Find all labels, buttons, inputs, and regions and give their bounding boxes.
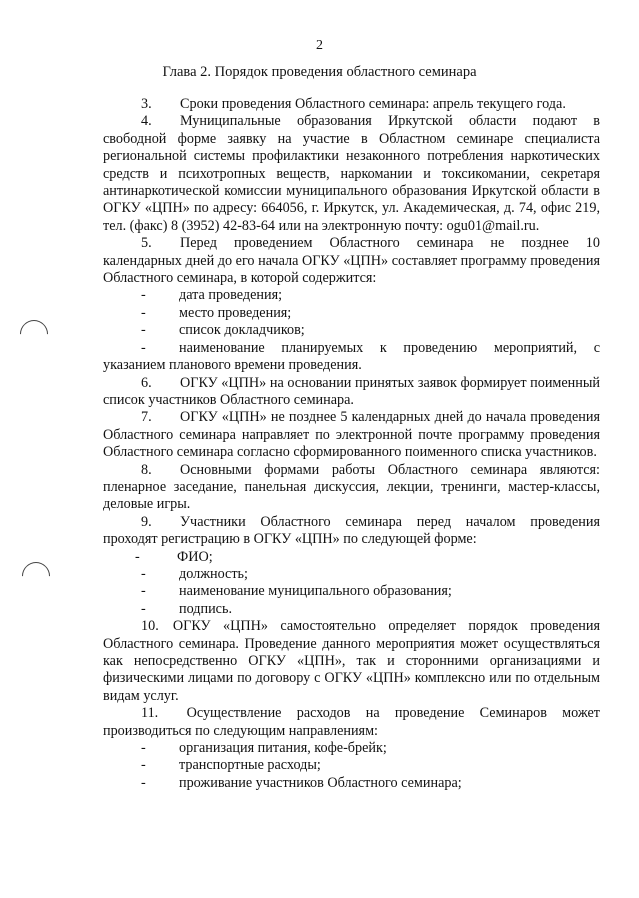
- list-item-text: организация питания, кофе-брейк;: [179, 740, 387, 757]
- list-dash: -: [141, 740, 146, 757]
- list-dash: -: [141, 304, 146, 321]
- paragraph-5: 5. Перед проведением Областного семинара не позднее 10 календарных дней до его начала ОГКУ «ЦПН» составляет программу проведения Областного семинара, в которой содержится:: [103, 235, 600, 287]
- list-item: [103, 287, 600, 304]
- paragraph-3: 3. Сроки проведения Областного семинара: апрель текущего года.: [141, 96, 566, 112]
- paragraph-6: 6. ОГКУ «ЦПН» на основании принятых заявок формирует поименный список участников Областного семинара.: [103, 374, 600, 408]
- punch-hole-mark-bottom: [16, 556, 56, 596]
- list-dash: -: [141, 322, 146, 339]
- paragraph-4: 4. Муниципальные образования Иркутской области подают в свободной форме заявку на участие в Областном семинаре специалиста региональной системы профилактики незаконного потребления наркотических средств и психотропных веществ, наркомании и токсикомании, секретаря антинаркотической комиссии муниципального образования Иркутской области в ОГКУ «ЦПН» по адресу: 664056, г. Иркутск, ул. Академическая, д. 74, офис 219, тел. (факс) 8 (3952) 42-83-64 или на электронную почту: ogu01@mail.ru.: [103, 113, 600, 234]
- chapter-title: Глава 2. Порядок проведения областного семинара: [162, 64, 477, 80]
- paragraph-8: 8. Основными формами работы Областного семинара являются: пленарное заседание, панельная дискуссия, лекции, тренинги, мастер-классы, деловые игры.: [103, 461, 600, 513]
- paragraph-10: 10. ОГКУ «ЦПН» самостоятельно определяет порядок проведения Областного семинара. Проведение данного мероприятия может осуществляться как непосредственно ОГКУ «ЦПН», так и сторонними организациями и физическими лицами по договору с ОГКУ «ЦПН» комплексно или по отдельным видам услуг.: [103, 618, 600, 704]
- list-dash: -: [135, 548, 140, 565]
- document-body: [103, 96, 600, 792]
- list-item-text: проживание участников Областного семинара;: [179, 774, 462, 791]
- paragraph-9: 9. Участники Областного семинара перед началом проведения проходят регистрацию в ОГКУ «ЦПН» по следующей форме:: [103, 513, 600, 548]
- list-item-text: место проведения;: [179, 304, 292, 321]
- list-item: [103, 305, 600, 322]
- list-dash: -: [141, 600, 146, 617]
- list-item-text: наименование муниципального образования;: [179, 583, 452, 600]
- list-dash: -: [141, 583, 146, 600]
- list-item: [103, 340, 600, 375]
- list-item-text: подпись.: [179, 600, 232, 617]
- punch-hole-mark-top: [14, 314, 54, 354]
- list-item-text: должность;: [179, 565, 248, 582]
- list-dash: -: [141, 287, 146, 304]
- list-item: [103, 583, 600, 600]
- paragraph-7: 7. ОГКУ «ЦПН» не позднее 5 календарных дней до начала проведения Областного семинара направляет по электронной почте программу проведения Областного семинара согласно сформированного поименного списка участников.: [103, 409, 600, 461]
- list-item: [103, 775, 600, 792]
- list-dash: -: [141, 339, 146, 356]
- list-item: [103, 740, 600, 757]
- page-number: 2: [316, 38, 323, 53]
- list-item-text: наименование планируемых к проведению мероприятий, с указанием планового времени проведения.: [103, 339, 600, 374]
- list-dash: -: [141, 774, 146, 791]
- list-item: [103, 601, 600, 618]
- list-item: [103, 549, 600, 566]
- list-item: [103, 322, 600, 339]
- list-dash: -: [141, 565, 146, 582]
- list-item: [103, 757, 600, 774]
- list-item: [103, 566, 600, 583]
- list-item-text: ФИО;: [177, 548, 213, 565]
- paragraph-11: 11. Осуществление расходов на проведение Семинаров может производиться по следующим направлениям:: [103, 705, 600, 739]
- list-dash: -: [141, 757, 146, 774]
- list-item-text: дата проведения;: [179, 287, 283, 304]
- list-item-text: транспортные расходы;: [179, 757, 321, 774]
- list-item-text: список докладчиков;: [179, 322, 305, 339]
